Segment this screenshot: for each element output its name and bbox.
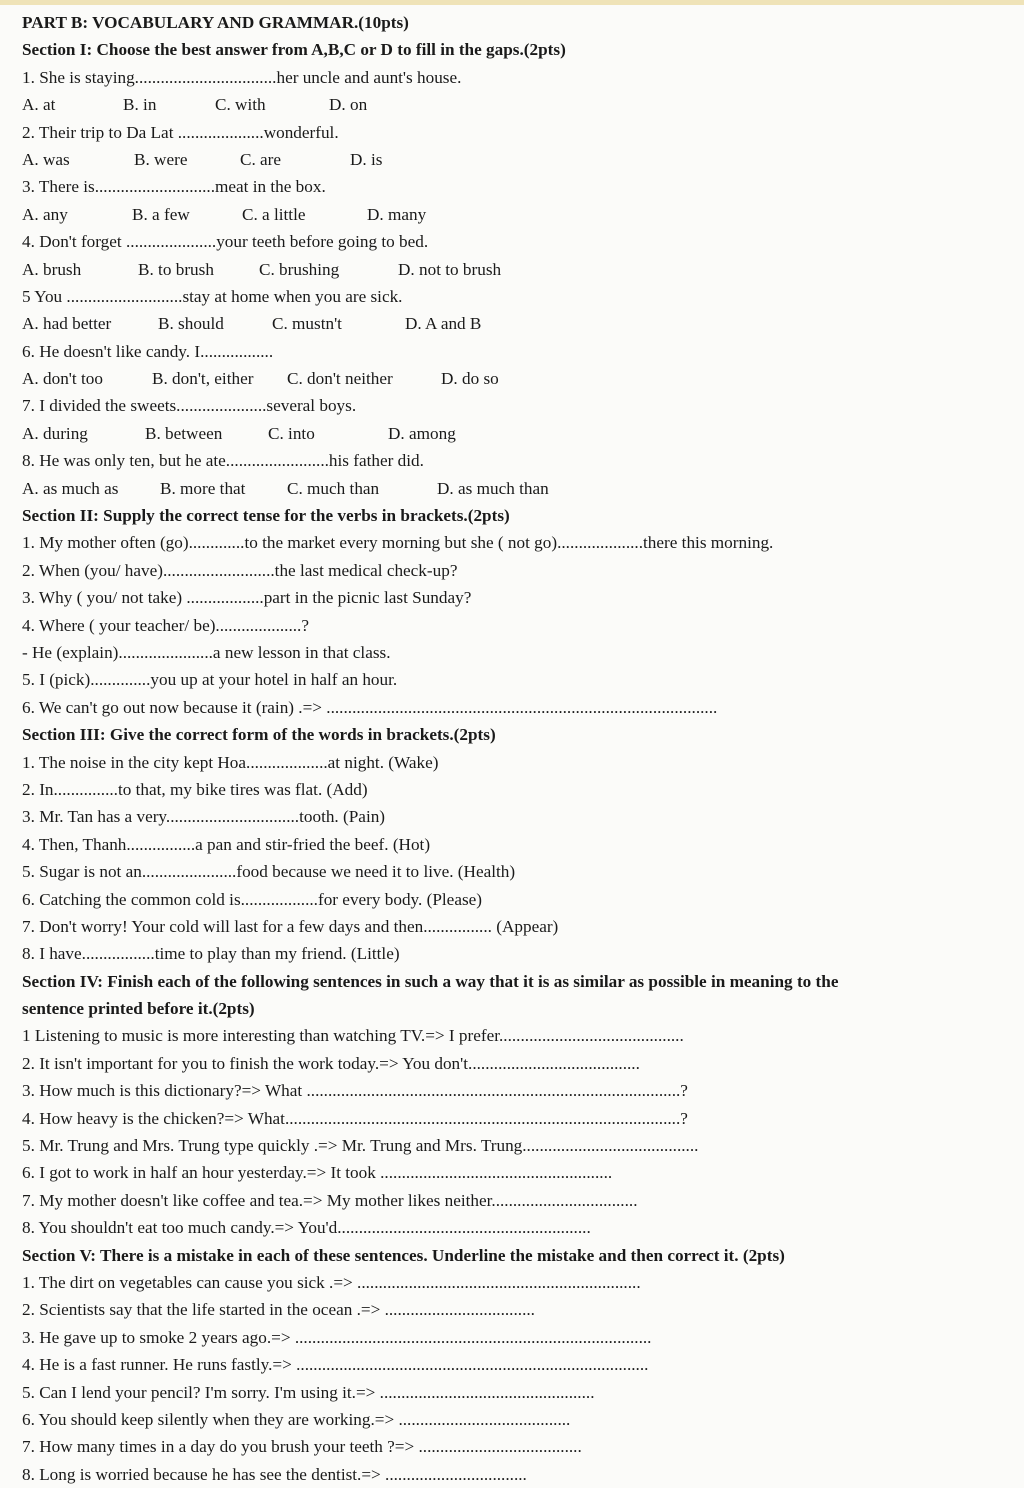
s2-line-2: 2. When (you/ have)..........................the last medical check-up?	[22, 560, 458, 580]
option-c: C. brushing	[259, 259, 340, 279]
s5-line-6: 6. You should keep silently when they are working.=> ........................................	[22, 1409, 571, 1429]
option-a: A. at	[22, 95, 56, 115]
option-d: D. A and B	[405, 314, 482, 334]
s5-line-2: 2. Scientists say that the life started in the ocean .=> ...................................	[22, 1300, 535, 1320]
s1-question-3: 3. There is............................meat in the box.	[22, 177, 326, 197]
option-c: C. much than	[287, 478, 380, 498]
option-d: D. among	[388, 423, 456, 443]
s1-question-7: 7. I divided the sweets.....................several boys.	[22, 396, 357, 416]
option-c: C. into	[268, 423, 315, 443]
s5-line-8: 8. Long is worried because he has see the dentist.=> .................................	[22, 1464, 527, 1484]
option-a: A. don't too	[22, 369, 103, 389]
s1-options-6	[22, 365, 1024, 392]
s4-line-1: 1 Listening to music is more interesting than watching TV.=> I prefer...........................................	[22, 1026, 684, 1046]
option-d: D. is	[350, 149, 383, 169]
s2-line-7: 6. We can't go out now because it (rain) .=> ...........................................................................................	[22, 697, 718, 717]
option-c: C. are	[240, 149, 282, 169]
option-a: A. during	[22, 423, 88, 443]
section-4-heading-cont: sentence printed before it.(2pts)	[22, 999, 255, 1019]
option-d: D. on	[329, 95, 368, 115]
s3-line-2: 2. In...............to that, my bike tires was flat. (Add)	[22, 779, 368, 799]
option-b: B. to brush	[138, 259, 214, 279]
s1-question-6: 6. He doesn't like candy. I.................	[22, 341, 274, 361]
s1-options-5	[22, 310, 1024, 337]
s3-line-7: 7. Don't worry! Your cold will last for a few days and then................ (Appear)	[22, 916, 559, 936]
s4-line-4: 4. How heavy is the chicken?=> What............................................................................................?	[22, 1108, 688, 1128]
s2-line-1: 1. My mother often (go).............to the market every morning but she ( not go)....................there this morning.	[22, 533, 774, 553]
s5-line-7: 7. How many times in a day do you brush your teeth ?=> ......................................	[22, 1437, 582, 1457]
s1-question-1: 1. She is staying.................................her uncle and aunt's house.	[22, 67, 462, 87]
part-title: PART B: VOCABULARY AND GRAMMAR.(10pts)	[22, 13, 409, 32]
option-c: C. a little	[242, 204, 306, 224]
option-a: A. as much as	[22, 478, 119, 498]
option-d: D. do so	[441, 369, 499, 389]
option-d: D. as much than	[437, 478, 549, 498]
s1-question-8: 8. He was only ten, but he ate........................his father did.	[22, 451, 424, 471]
option-a: A. was	[22, 149, 70, 169]
s3-line-5: 5. Sugar is not an......................food because we need it to live. (Health)	[22, 862, 516, 882]
option-a: A. any	[22, 204, 68, 224]
option-a: A. had better	[22, 314, 112, 334]
worksheet	[0, 5, 1024, 1488]
s4-line-5: 5. Mr. Trung and Mrs. Trung type quickly .=> Mr. Trung and Mrs. Trung.........................................	[22, 1136, 699, 1156]
s2-line-3: 3. Why ( you/ not take) ..................part in the picnic last Sunday?	[22, 588, 472, 608]
s3-line-6: 6. Catching the common cold is..................for every body. (Please)	[22, 889, 482, 909]
s4-line-7: 7. My mother doesn't like coffee and tea.=> My mother likes neither..................................	[22, 1190, 638, 1210]
s1-options-4	[22, 256, 1024, 283]
option-c: C. with	[215, 95, 266, 115]
option-d: D. many	[367, 204, 427, 224]
s5-line-3: 3. He gave up to smoke 2 years ago.=> ...................................................................................	[22, 1327, 652, 1347]
s1-options-2	[22, 146, 1024, 173]
section-5-heading: Section V: There is a mistake in each of these sentences. Underline the mistake and then correct it. (2pts)	[22, 1245, 785, 1265]
s5-line-5: 5. Can I lend your pencil? I'm sorry. I'm using it.=> ..................................................	[22, 1382, 595, 1402]
s1-question-4: 4. Don't forget .....................your teeth before going to bed.	[22, 232, 429, 252]
section-4-heading: Section IV: Finish each of the following sentences in such a way that it is as similar as possible in meaning to the	[22, 971, 839, 991]
s2-line-6: 5. I (pick)..............you up at your hotel in half an hour.	[22, 670, 398, 690]
s1-question-5: 5 You ...........................stay at home when you are sick.	[22, 286, 403, 306]
s1-options-8	[22, 475, 1024, 502]
option-c: C. don't neither	[287, 369, 393, 389]
s1-options-7	[22, 420, 1024, 447]
s1-options-1	[22, 91, 1024, 118]
s5-line-4: 4. He is a fast runner. He runs fastly.=> ..................................................................................	[22, 1355, 649, 1375]
option-b: B. more that	[160, 478, 246, 498]
s4-line-8: 8. You shouldn't eat too much candy.=> You'd...........................................................	[22, 1218, 591, 1238]
option-b: B. a few	[132, 204, 190, 224]
option-c: C. mustn't	[272, 314, 342, 334]
s4-line-3: 3. How much is this dictionary?=> What .......................................................................................?	[22, 1081, 688, 1101]
s5-line-1: 1. The dirt on vegetables can cause you sick .=> ..................................................................	[22, 1272, 641, 1292]
s2-line-4: 4. Where ( your teacher/ be)....................?	[22, 615, 309, 635]
s4-line-2: 2. It isn't important for you to finish the work today.=> You don't........................................	[22, 1053, 640, 1073]
s1-question-2: 2. Their trip to Da Lat ....................wonderful.	[22, 122, 339, 142]
s3-line-1: 1. The noise in the city kept Hoa...................at night. (Wake)	[22, 752, 439, 772]
s3-line-4: 4. Then, Thanh................a pan and stir-fried the beef. (Hot)	[22, 834, 431, 854]
s3-line-3: 3. Mr. Tan has a very...............................tooth. (Pain)	[22, 807, 386, 827]
option-b: B. should	[158, 314, 224, 334]
section-2-heading: Section II: Supply the correct tense for the verbs in brackets.(2pts)	[22, 506, 510, 526]
s4-line-6: 6. I got to work in half an hour yesterday.=> It took ......................................................	[22, 1163, 613, 1183]
section-1-heading: Section I: Choose the best answer from A,B,C or D to fill in the gaps.(2pts)	[22, 40, 566, 60]
option-b: B. in	[123, 95, 157, 115]
option-d: D. not to brush	[398, 259, 502, 279]
s3-line-8: 8. I have.................time to play than my friend. (Little)	[22, 944, 400, 964]
option-b: B. don't, either	[152, 369, 254, 389]
s2-line-5: - He (explain)......................a new lesson in that class.	[22, 642, 391, 662]
option-b: B. between	[145, 423, 223, 443]
section-3-heading: Section III: Give the correct form of the words in brackets.(2pts)	[22, 725, 496, 745]
option-a: A. brush	[22, 259, 82, 279]
s1-options-3	[22, 201, 1024, 228]
option-b: B. were	[134, 149, 188, 169]
